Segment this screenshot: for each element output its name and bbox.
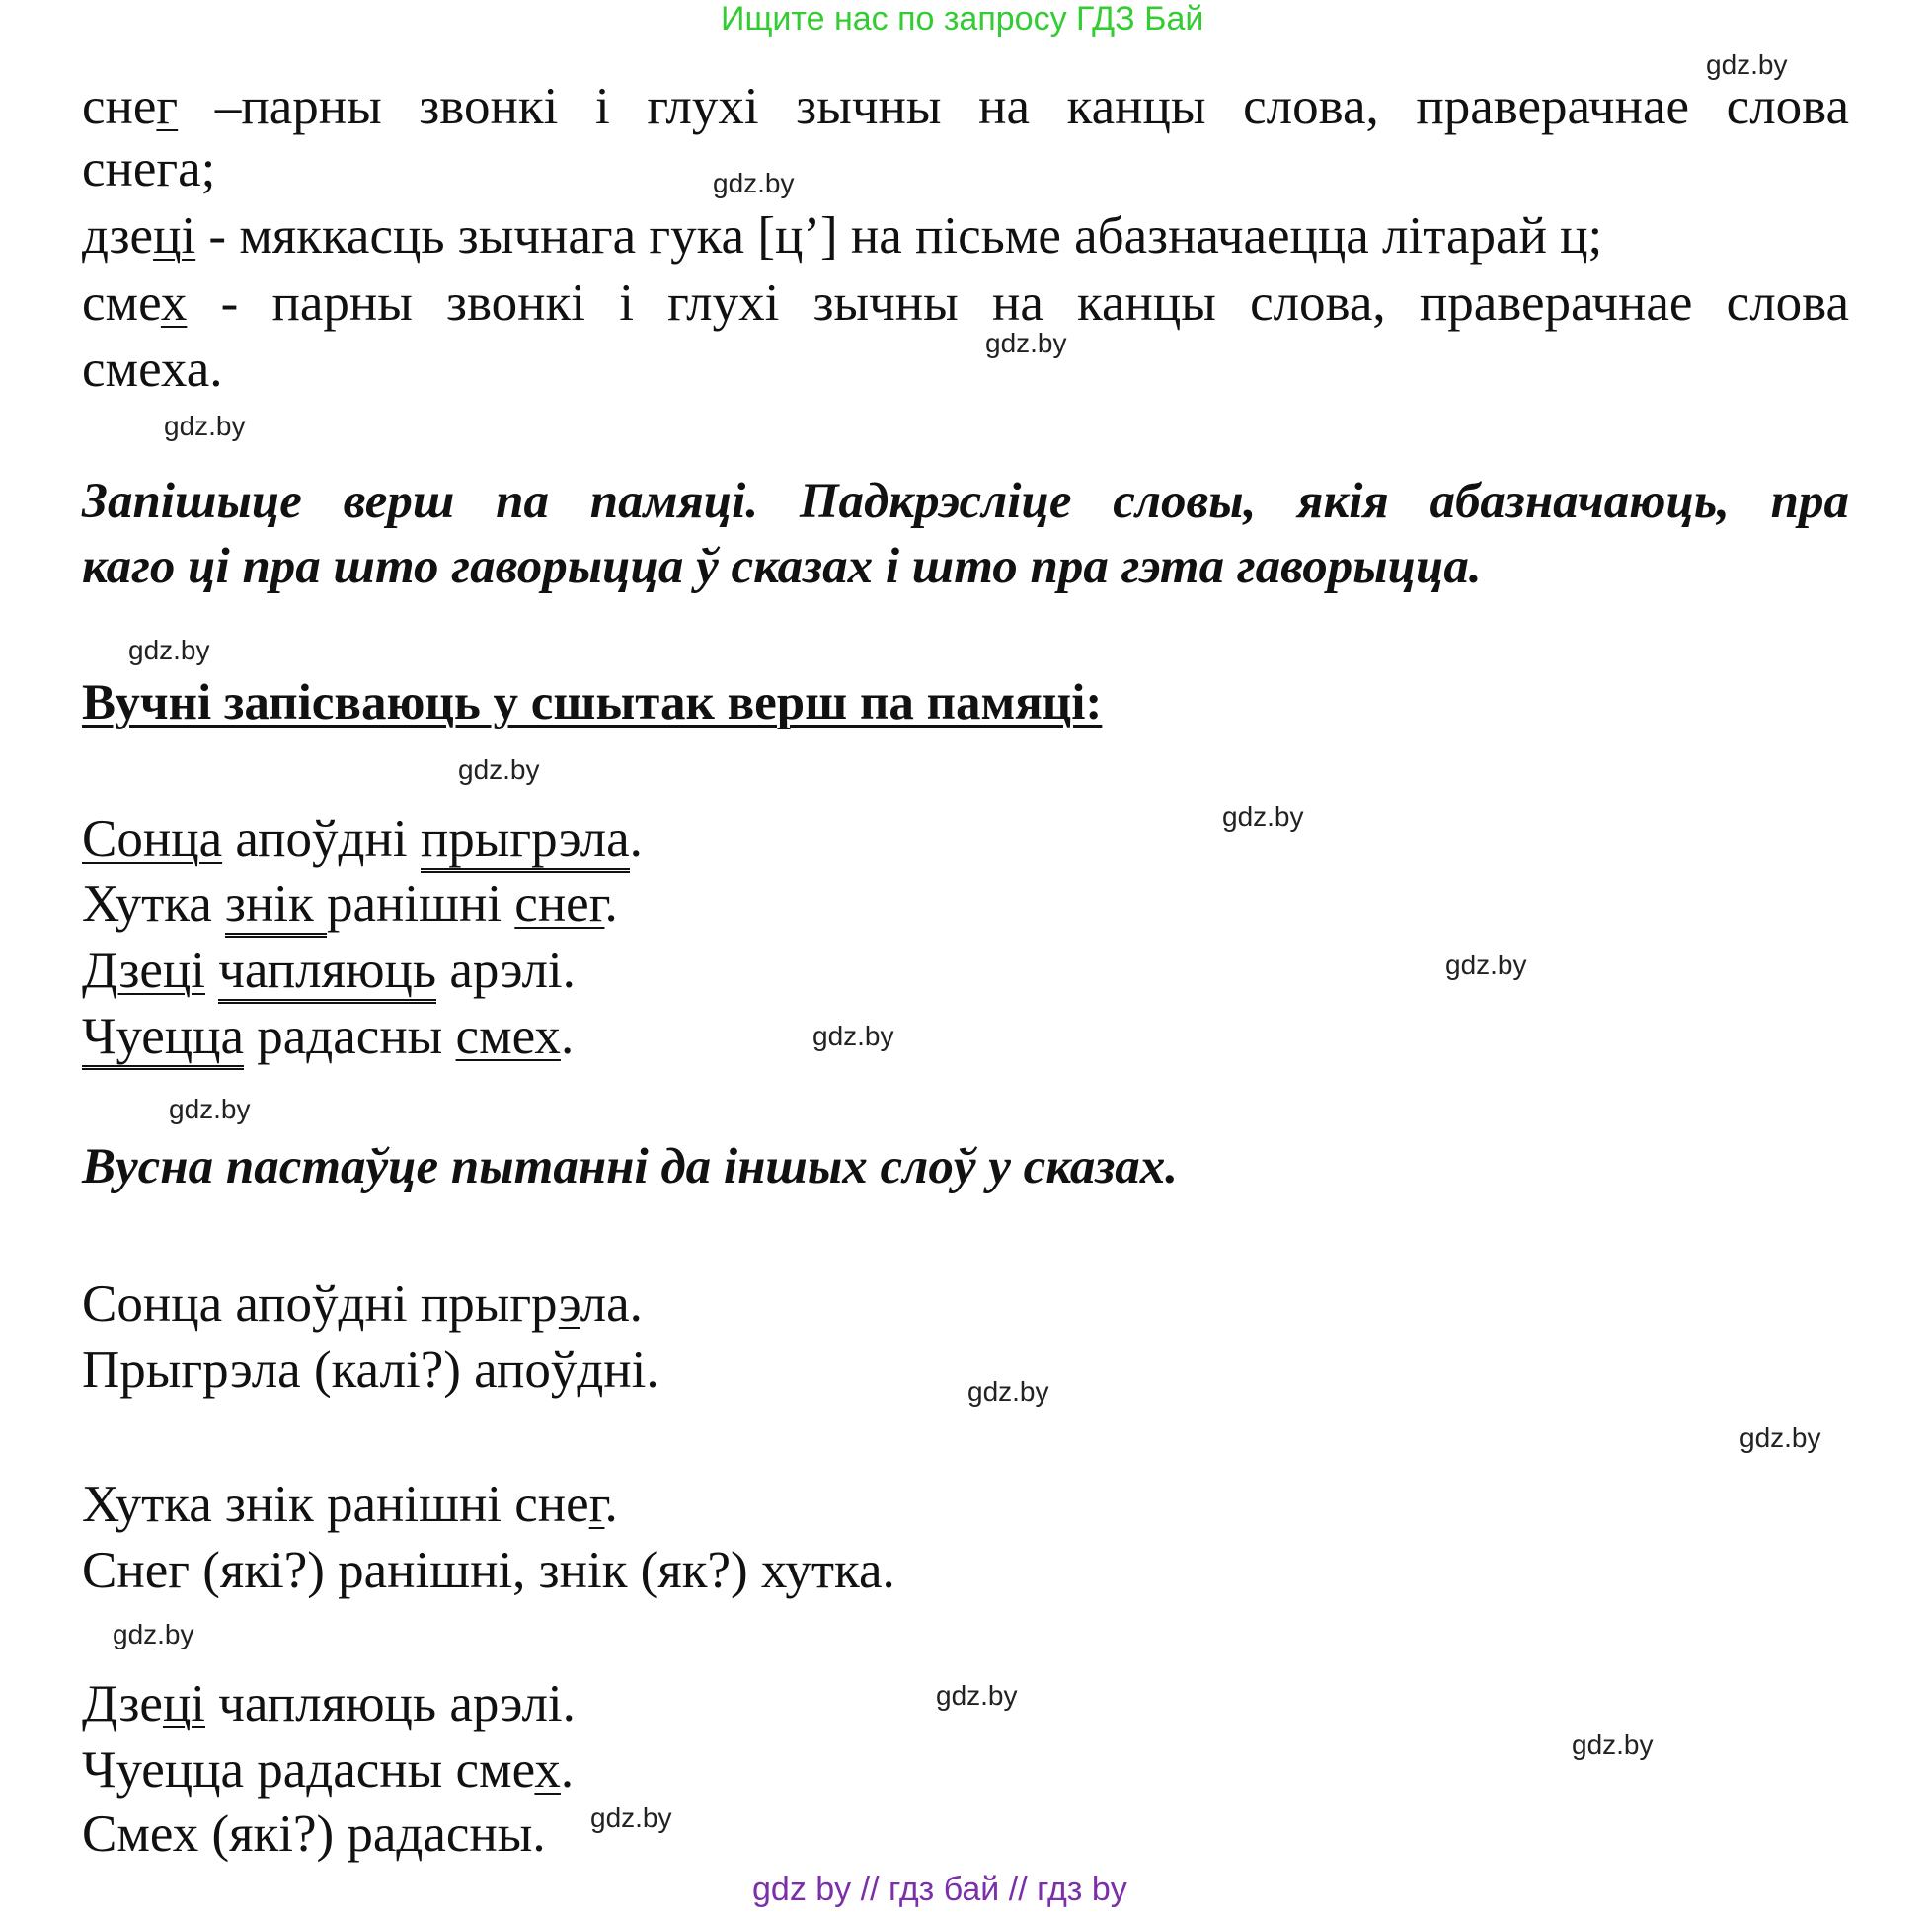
answer-text: Дзе	[82, 1675, 163, 1732]
word-sneg-start: сне	[82, 78, 157, 135]
word-smeh-start: сме	[82, 274, 161, 332]
poem-line-1	[82, 809, 643, 869]
watermark: gdz.by	[128, 635, 210, 665]
answer-text: Хутка знік ранішні сне	[82, 1476, 589, 1533]
underlined-letter: э	[558, 1275, 580, 1333]
underlined-letter: г	[156, 78, 179, 135]
subject-word: снег	[514, 876, 605, 933]
rule-line-3	[82, 206, 1602, 266]
watermark: gdz.by	[458, 754, 540, 785]
predicate-word: Чуецца	[82, 1008, 244, 1070]
poem-line-3	[82, 941, 576, 1000]
poem-text: апоўдні	[222, 810, 421, 868]
rule-line-5: смеха.	[82, 341, 223, 398]
watermark: gdz.by	[936, 1680, 1018, 1711]
poem-text: .	[604, 876, 618, 933]
poem-text: радасны	[244, 1008, 456, 1065]
answer-text: чапляюць арэлі.	[205, 1675, 576, 1732]
poem-text: арэлі.	[436, 942, 576, 999]
answer-text: .	[560, 1741, 575, 1799]
predicate-word: знік	[225, 876, 327, 938]
rule-text: –парны звонкі і глухі зычны на канцы слова, праверачнае слова	[178, 78, 1849, 135]
watermark: gdz.by	[590, 1802, 672, 1833]
subject-word: смех	[455, 1008, 561, 1065]
answer-text: Чуецца радасны сме	[82, 1741, 535, 1799]
answer-line-1	[82, 1274, 643, 1334]
watermark: gdz.by	[967, 1376, 1049, 1407]
answer-line-3	[82, 1475, 618, 1534]
watermark: gdz.by	[169, 1094, 251, 1124]
underlined-letter: г	[588, 1476, 605, 1533]
watermark: gdz.by	[1706, 49, 1788, 80]
section-heading: Вучні запісваюць у сшытак верш па памяці:	[82, 675, 1103, 730]
poem-text: .	[560, 1008, 575, 1065]
predicate-word: прыгрэла	[421, 810, 630, 873]
answer-line-5	[82, 1674, 576, 1733]
poem-text	[205, 942, 218, 999]
watermark: gdz.by	[812, 1021, 894, 1051]
poem-text: ранішні	[327, 876, 515, 933]
answer-text: Сонца апоўдні прыгр	[82, 1275, 559, 1333]
underlined-letter: ці	[162, 1675, 206, 1732]
poem-text: .	[629, 810, 643, 868]
answer-line-6	[82, 1740, 574, 1800]
answer-text: .	[604, 1476, 618, 1533]
watermark: gdz.by	[985, 328, 1067, 358]
rule-line-4	[82, 273, 1849, 333]
rule-line-2: снега;	[82, 140, 216, 197]
watermark: gdz.by	[113, 1619, 194, 1649]
watermark: gdz.by	[1739, 1422, 1821, 1453]
underlined-letter: х	[160, 274, 188, 332]
poem-line-4	[82, 1007, 574, 1066]
task-2: Вусна пастаўце пытанні да іншых слоў у сказах.	[82, 1139, 1178, 1194]
watermark: gdz.by	[1222, 802, 1304, 832]
banner-text: Ищите нас по запросу ГДЗ Бай	[721, 0, 1204, 38]
poem-line-2	[82, 875, 618, 934]
rule-line-1	[82, 77, 1849, 136]
watermark: gdz.by	[713, 168, 795, 198]
answer-text: ла.	[580, 1275, 643, 1333]
poem-text: Хутка	[82, 876, 225, 933]
answer-line-4: Снег (які?) ранішні, знік (як?) хутка.	[82, 1542, 895, 1599]
underlined-letter: х	[534, 1741, 561, 1799]
watermark: gdz.by	[164, 411, 246, 441]
subject-word: Сонца	[82, 810, 223, 868]
predicate-word: чапляюць	[218, 942, 436, 1004]
footer-text: gdz by // гдз бай // гдз by	[752, 1871, 1127, 1908]
answer-line-2: Прыгрэла (калі?) апоўдні.	[82, 1342, 659, 1399]
task-1-line-2: каго ці пра што гаворыцца ў сказах і што пра гэта гаворыцца.	[82, 539, 1482, 594]
underlined-letter: ці	[153, 207, 196, 265]
answer-line-7: Смех (які?) радасны.	[82, 1805, 546, 1863]
word-dzeci-start: дзе	[82, 207, 154, 265]
watermark: gdz.by	[1572, 1729, 1654, 1760]
watermark: gdz.by	[1445, 950, 1527, 980]
rule-text: - мяккасць зычнага гука [ц’] на пісьме абазначаецца літарай ц;	[195, 207, 1603, 265]
task-1-line-1: Запішыце верш па памяці. Падкрэсліце словы, якія абазначаюць, пра	[82, 474, 1849, 529]
rule-text: - парны звонкі і глухі зычны на канцы слова, праверачнае слова	[187, 274, 1849, 332]
subject-word: Дзеці	[82, 942, 206, 999]
